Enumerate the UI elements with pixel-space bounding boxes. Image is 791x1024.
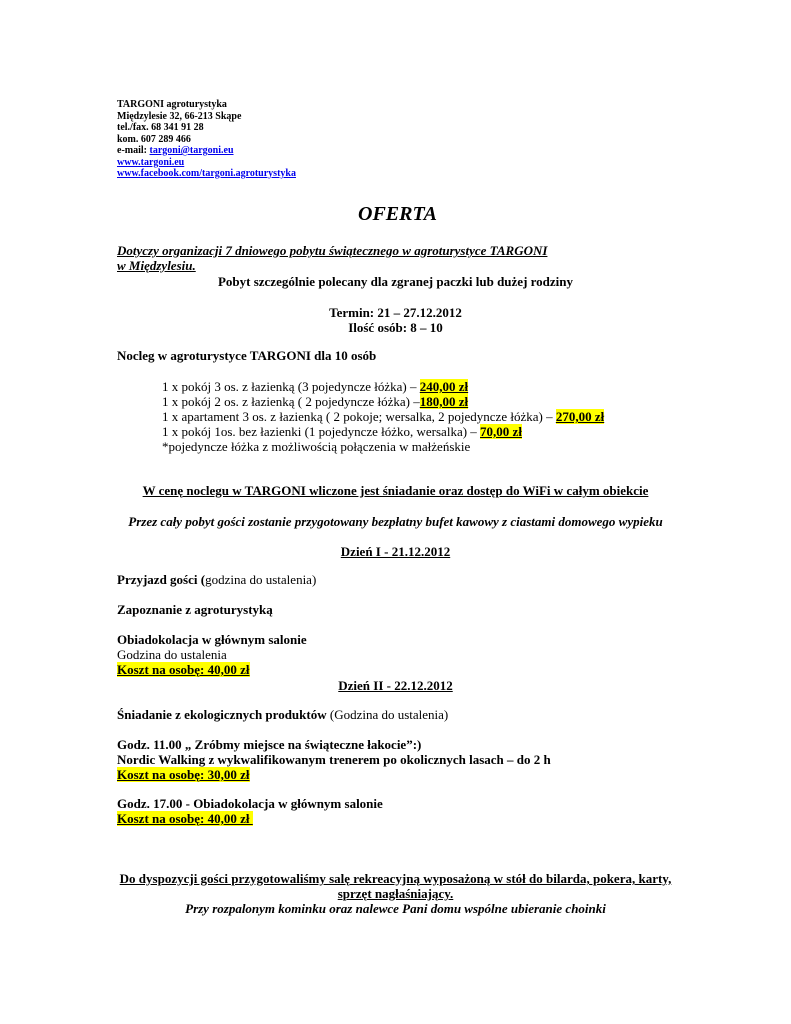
day1-intro: Zapoznanie z agroturystyką (117, 602, 273, 617)
company-mobile: kom. 607 289 466 (117, 133, 191, 145)
accommodation-heading: Nocleg w agroturystyce TARGONI dla 10 osób (117, 348, 377, 363)
day2-activity-desc: Nordic Walking z wykwalifikowanym trenerem po okolicznych lasach – do 2 h (117, 752, 551, 767)
company-name: TARGONI agroturystyka (117, 99, 227, 110)
website-link[interactable]: www.targoni.eu (117, 156, 185, 168)
day1-arrival: Przyjazd gości (godzina do ustalenia) (117, 572, 317, 587)
day2-dinner-cost: Koszt na osobę: 40,00 zł (117, 811, 253, 826)
buffet-info: Przez cały pobyt gości zostanie przygotowany bezpłatny bufet kawowy z ciastami domowego wypieku (128, 514, 663, 529)
company-email-line: e-mail: targoni@targoni.eu (117, 145, 234, 156)
company-address: Międzylesie 32, 66-213 Skąpe (117, 110, 242, 122)
offer-subtitle: Dotyczy organizacji 7 dniowego pobytu świątecznego w agroturystyce TARGONI w Międzylesiu. (117, 243, 548, 273)
price-highlight: 240,00 zł (419, 379, 469, 394)
price-highlight: 70,00 zł (480, 424, 522, 439)
day1-heading: Dzień I - 21.12.2012 (340, 544, 451, 559)
day1-dinner: Obiadokolacja w głównym salonie (117, 632, 307, 647)
day1-dinner-cost: Koszt na osobę: 40,00 zł (117, 662, 250, 677)
company-phone: tel./fax. 68 341 91 28 (117, 122, 204, 133)
day2-activity-cost: Koszt na osobę: 30,00 zł (117, 767, 250, 782)
tagline: Pobyt szczególnie polecany dla zgranej paczki lub dużej rodziny (217, 274, 574, 289)
list-item: 1 x apartament 3 os. z łazienką ( 2 pokoje; wersalka, 2 pojedyncze łóżka) – 270,00 zł (162, 409, 605, 424)
room-list (162, 379, 604, 454)
email-link[interactable]: targoni@targoni.eu (149, 145, 234, 156)
termin: Termin: 21 – 27.12.2012 (329, 305, 462, 320)
day1-dinner-block (117, 632, 307, 677)
guest-count: Ilość osób: 8 – 10 (348, 320, 443, 335)
page-title: OFERTA (358, 203, 437, 225)
price-highlight: 180,00 zł (419, 394, 469, 409)
company-contact (117, 99, 296, 180)
list-item: 1 x pokój 1os. bez łazienki (1 pojedyncze łóżko, wersalka) – 70,00 zł (162, 424, 522, 439)
day1-dinner-time: Godzina do ustalenia (117, 647, 227, 662)
footer-recreation: Do dyspozycji gości przygotowaliśmy salę rekreacyjną wyposażoną w stół do bilarda, pokera, karty, sprzęt nagłaśniający. (119, 871, 672, 901)
day2-breakfast: Śniadanie z ekologicznych produktów (Godzina do ustalenia) (117, 707, 449, 722)
list-item: 1 x pokój 2 os. z łazienką ( 2 pojedyncze łóżka) –180,00 zł (162, 394, 469, 409)
day2-activity-title: Godz. 11.00 „ Zróbmy miejsce na świąteczne łakocie”:) (117, 737, 422, 752)
footer-christmas: Przy rozpalonym kominku oraz nalewce Pani domu wspólne ubieranie choinki (185, 901, 606, 916)
facebook-link[interactable]: www.facebook.com/targoni.agroturystyka (117, 168, 296, 179)
price-highlight: 270,00 zł (555, 409, 605, 424)
bed-note: *pojedyncze łóżka z możliwością połączenia w małżeńskie (162, 439, 471, 454)
day2-activity-block (117, 737, 551, 782)
day2-dinner-block (117, 796, 383, 826)
day2-dinner: Godz. 17.00 - Obiadokolacja w głównym salonie (117, 796, 383, 811)
list-item: 1 x pokój 3 os. z łazienką (3 pojedyncze łóżka) – 240,00 zł (162, 379, 469, 394)
included-info: W cenę noclegu w TARGONI wliczone jest śniadanie oraz dostęp do WiFi w całym obiekcie (142, 483, 649, 498)
day2-heading: Dzień II - 22.12.2012 (338, 678, 453, 693)
